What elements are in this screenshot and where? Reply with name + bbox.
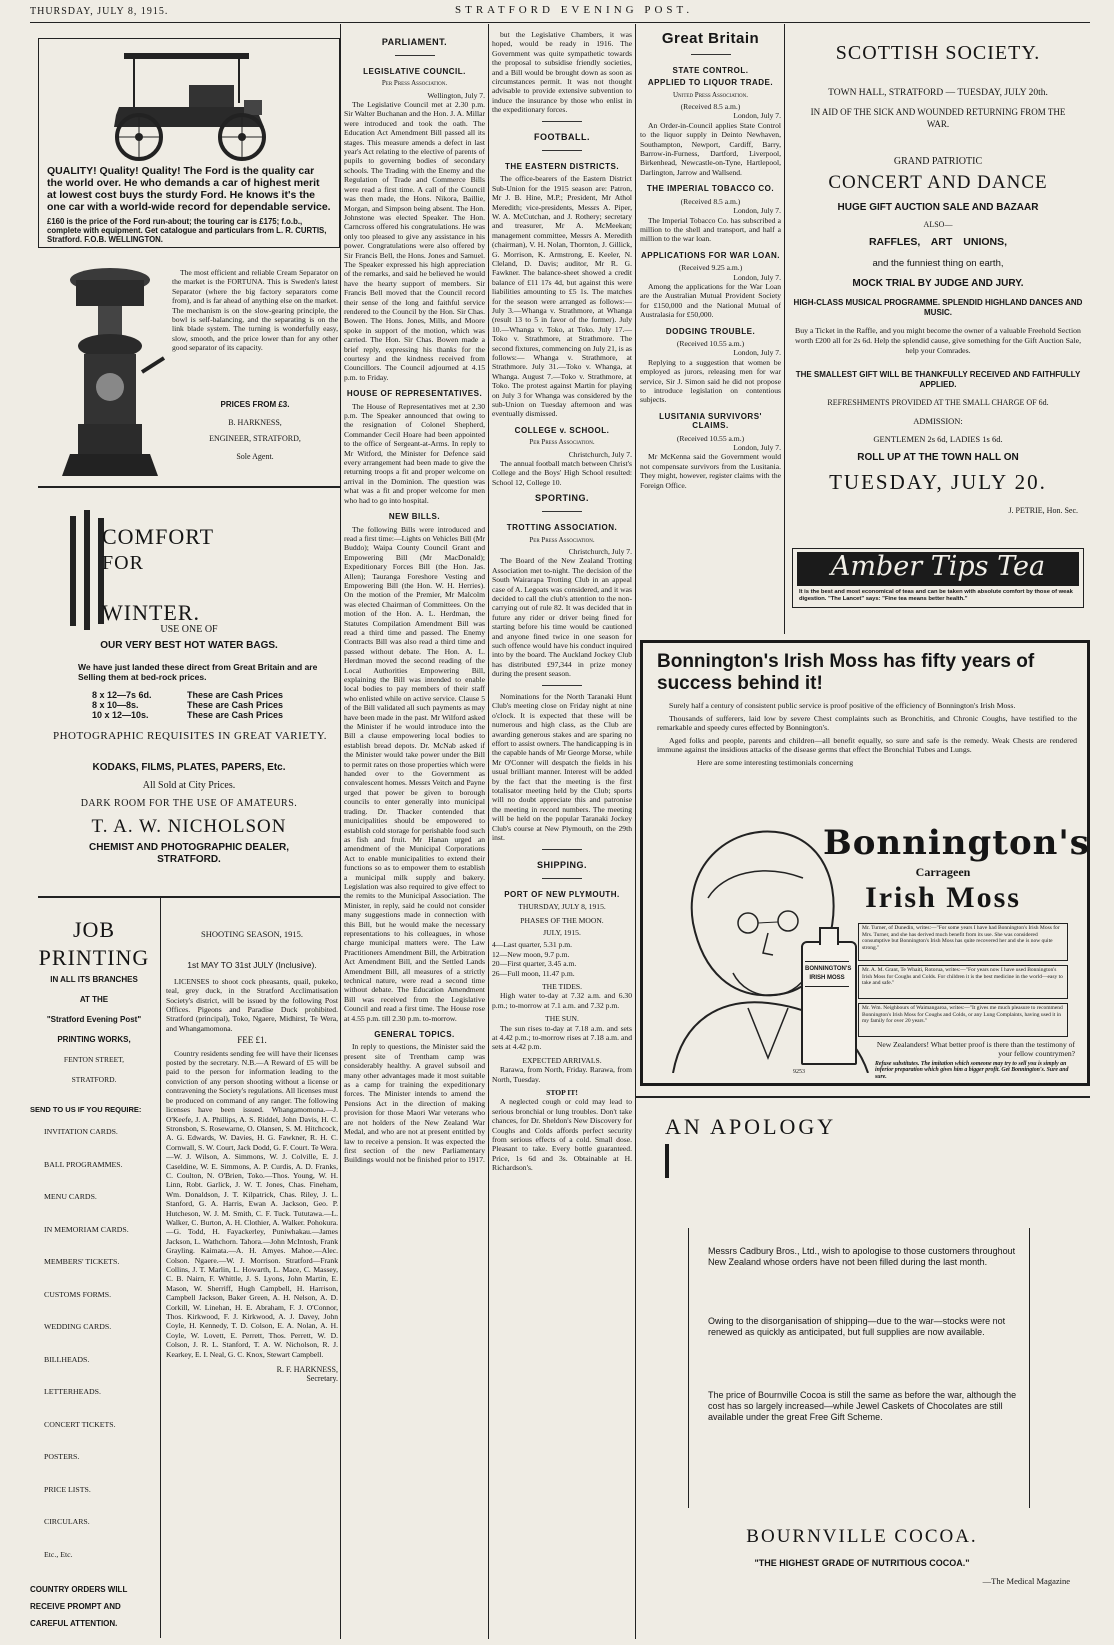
moon-phase: 26—Full moon, 11.47 p.m. xyxy=(492,968,575,978)
irish-moss: Irish Moss xyxy=(865,881,1021,914)
job-item: POSTERS. xyxy=(44,1452,80,1461)
ford-advert xyxy=(38,38,340,248)
job-item: PRICE LISTS. xyxy=(44,1484,91,1494)
dateline: Christchurch, July 7. xyxy=(568,546,632,556)
house-body: The House of Representatives met at 2.30 p.m. The Speaker announced that owing to the resignation of Colonel Shepherd, Commander Cecil Hoare had been appointed to the office of Sergeant-at-Arms. In reply to Mr Witford, the Minister for Defence said every arrangement had been made to give the returning troops a fit and proper welcome on arrival in the Dominion. The question was what was a fit and proper welcome for men who had to go into hospital. xyxy=(344,401,485,505)
paper-name: "Stratford Evening Post" xyxy=(46,1015,142,1024)
bonnington-para: Surely half a century of consistent public service is proof positive of the efficiency of Bonnington's Irish Moss. xyxy=(669,701,1016,710)
job-item: INVITATION CARDS. xyxy=(44,1127,118,1136)
gift-auction: HUGE GIFT AUCTION SALE AND BAZAAR xyxy=(837,202,1039,213)
general-topics-body: In reply to questions, the Minister said the present site of Trentham camp was considerably healthy. A gravel subsoil and many other advantages made it most suitable as a camp for training the expeditionary forces. The Minister intends to amend the Pensions Act in the direction of making provision for those Maori War veterans who are not holders of the New Zealand War Medal, and who are not at present entitled by law to receive a pension. It was expected the first section of the new Parliamentary Buildings would not be finished prior to 1917. xyxy=(344,1042,485,1165)
job-item: BILLHEADS. xyxy=(44,1354,90,1364)
imperial-tobacco-heading: THE IMPERIAL TOBACCO CO. xyxy=(646,184,775,194)
new-bills-body: The following Bills were introduced and read a first time:—Lights on Vehicles Bill (Mr Buddo); Waipa County Council Grant and Empowering Bill (Mr MacDonald); Expeditionary Forces Bill (the Hon. Jas. Allen); Tauranga Foreshore Vesting and Empowering Bill (the Hon. W. H. Herries). On the motion of the Premier, Mr Malcolm was elected Chairman of Committees. On the motion of the Hon. A. L. Herdman, the Statutes Compilation Amendment Bill was read a third time and passed. The Enemy Contracts Bill was also read a third time and passed without debate. The Hon. A. L. Herdman moved the second reading of the Local Authorities Empowering Bill, explaining the Bill was intended to enable local bodies to pay members of their staff who enlisted while on active service. Clause 5 of the Bill validated all such payments as may have been made in the past. Mr Wilford asked the Minister if he would introduce into the Bill a clause empowering local bodies to establish bread depots. Dr. McNab asked if the Minister would take power under the Bill to permit rates on those properties which were handed over to the Government as convalescent homes. Messrs Veitch and Payne urged that power be given to borough councils to enter generally into municipal trading. Dr. Thacker contended that municipalities should be empowered to establish cold storage for perishable food such as fish and fruit. Mr Hanan urged an amendment of the Municipal Corporations Act to enable municipalities to extend their functions so as to empower them to establish a municipal milk supply and bakery. Legislation was also required to give effect to the remits to the Municipal Association. The Minister, in reply, said he could not consider many suggestions made in connection with this Bill, but he would make the necessary representations to his colleagues, in whose charge municipal matters were. The Law Practitioners Amendment Bill, the Arbitration Act Amendment Bill, and the Settled Lands Amendment Bill, all measures of a strictly technical nature, were read a second time without debate. The Education Amendment Bill was received from the Legislative Council and read a first time. The House rose at 4.55 p.m. till 2.30 p.m. to-morrow. xyxy=(344,524,485,1023)
fortuna-agent-name: B. HARKNESS, xyxy=(228,418,282,427)
concert-and-dance: CONCERT AND DANCE xyxy=(828,172,1048,193)
fortuna-body: The most efficient and reliable Cream Separator on the market is the FORTUNA. This is Sweden's latest Separator (where the big factory separators come from), and is far ahead of anything else on the market. The mechanism is on the slow-gearing principle, the bowl is self-balancing, and the separating is on the link blade system. The turning is wonderfully easy, slow, smooth, and the price lower than for any other good separator of its capacity. xyxy=(172,268,338,353)
amber-tagline: It is the best and most economical of teas and can be taken with absolute comfort by those of weak digestion. "The Lancet" says: "Fine tea means better health." xyxy=(799,589,1073,602)
nicholson-chemist: CHEMIST AND PHOTOGRAPHIC DEALER, xyxy=(88,842,289,853)
dateline: London, July 7. xyxy=(733,348,781,358)
sun-heading: THE SUN. xyxy=(545,1014,579,1024)
fortuna-description xyxy=(172,268,338,398)
bonnington-headline: Bonnington's Irish Moss has fifty years of success behind it! xyxy=(657,651,1035,694)
job-items-list xyxy=(44,1127,158,1582)
price-row: 10 x 12—10s. These are Cash Prices xyxy=(92,710,284,720)
moon-month: JULY, 1915. xyxy=(543,927,581,937)
lusitania-heading: LUSITANIA SURVIVORS' CLAIMS. xyxy=(659,411,762,431)
printing-title: PRINTING xyxy=(38,945,150,970)
comfort-heading: COMFORT xyxy=(102,524,215,549)
all-branches: IN ALL ITS BRANCHES xyxy=(50,975,138,984)
section-rule xyxy=(636,1096,1090,1098)
send-to-us: SEND TO US IF YOU REQUIRE: xyxy=(30,1105,142,1114)
column-divider xyxy=(160,898,161,1638)
ford-car-illustration xyxy=(94,45,284,165)
war-loan-heading: APPLICATIONS FOR WAR LOAN. xyxy=(640,250,781,260)
bottle-label: BONNINGTON'S IRISH MOSS xyxy=(805,961,849,987)
general-topics-heading: GENERAL TOPICS. xyxy=(374,1030,455,1040)
sports-column xyxy=(492,30,632,1638)
port-heading: PORT OF NEW PLYMOUTH. xyxy=(504,889,620,899)
dateline: London, July 7. xyxy=(733,443,781,453)
testimonial-text: Mr. Wm. Neighbours of Waimangaroa, writes:—"It gives me much pleasure to recommend Bonnington's Irish Moss for Coughs and Colds, or any Lung Complaints, having used it in my family for over 20 years." xyxy=(862,1005,1063,1024)
testimonial-box xyxy=(858,923,1068,961)
shooting-dates: 1st MAY TO 31st JULY (Inclusive). xyxy=(187,960,317,971)
programme-line: HIGH-CLASS MUSICAL PROGRAMME. SPLENDID HIGHLAND DANCES AND MUSIC. xyxy=(793,298,1083,317)
fortuna-sole-agent: Sole Agent. xyxy=(236,452,274,461)
received-time: (Received 8.5 a.m.) xyxy=(680,102,741,112)
parliament-column xyxy=(344,30,485,1638)
paper-title: STRATFORD EVENING POST. xyxy=(455,4,694,16)
arrivals-body: Rarawa, from North, Friday. Rarawa, from North, Tuesday. xyxy=(492,1065,632,1084)
ford-slogan: QUALITY! Quality! Quality! The Ford is the quality car the world over. He who demands a car of highest merit at lowest cost buys the sturdy Ford. He knows it's the one car with a world-wide record for dependable service. xyxy=(47,165,331,213)
port-date: THURSDAY, JULY 8, 1915. xyxy=(518,902,606,912)
grand-patriotic: GRAND PATRIOTIC xyxy=(893,156,983,167)
trotting-body: The Board of the New Zealand Trotting Association met to-night. The decision of the South Wairarapa Trotting Club in an appeal case of A. Legoats was considered, and it was decided to call the club's attention to the non-carrying out of rule 82. It was decided that in future any rider or driver being fined for starting before his time would be cautioned and anyone fined twice in one season for such offence would have his conduct inquired into by the board. The Auckland Jockey Club has distributed £97,344 in prize money during the present season. xyxy=(492,556,632,679)
price-row: 8 x 10—8s. These are Cash Prices xyxy=(92,700,284,710)
bonnington-para: Here are some interesting testimonials concerning xyxy=(697,757,854,767)
received-time: (Received 8.5 a.m.) xyxy=(680,196,741,206)
column-divider xyxy=(488,24,489,1639)
smallest-gift: THE SMALLEST GIFT WILL BE THANKFULLY RECEIVED AND FAITHFULLY APPLIED. xyxy=(795,370,1081,389)
testimonial-text: Mr. A. M. Grant, Te Whaiti, Rotorua, writes:—"For years now I have used Bonnington's Irish Moss for Coughs and Colds. For children it is the best medicine in the world—easy to take and safe." xyxy=(862,967,1063,986)
section-rule xyxy=(38,486,340,488)
price-list xyxy=(92,690,312,720)
job-item: Etc., Etc. xyxy=(44,1549,73,1559)
trotting-heading: TROTTING ASSOCIATION. xyxy=(506,523,618,533)
ad-number: 9253 xyxy=(793,1069,805,1075)
scottish-title: SCOTTISH SOCIETY. xyxy=(835,42,1041,64)
job-item: CIRCULARS. xyxy=(44,1517,90,1526)
moon-heading: PHASES OF THE MOON. xyxy=(520,915,604,925)
town: STRATFORD. xyxy=(71,1075,117,1084)
new-zealanders: New Zealanders! What better proof is there than the testimony of your fellow countrymen? xyxy=(876,1040,1075,1058)
moon-phase: 20—First quarter, 3.45 a.m. xyxy=(492,959,577,969)
great-britain-column xyxy=(640,30,781,630)
apology-para-3: The price of Bournville Cocoa is still the same as before the war, although the cost has so largely increased—while Jewel Caskets of Chocolates are still available under the great Free Gift Scheme. xyxy=(708,1390,1017,1422)
job-item: CUSTOMS FORMS. xyxy=(44,1289,112,1299)
job-item: MENU CARDS. xyxy=(44,1192,97,1201)
title-bar xyxy=(665,1144,669,1178)
moon-phases-list xyxy=(492,940,632,978)
shooting-body-1: LICENSES to shoot cock pheasants, quail, pukeko, teal, grey duck, in the Stratford Acclimatisation Society's district, will be issued by the following Post Offices. Pigeons and Paradise Duck prohibited. Stratford (principal), Toko, Ngaere, Midhirst, Te Wera, and Whangamomona. xyxy=(166,976,338,1033)
photographic-requisites: PHOTOGRAPHIC REQUISITES IN GREAT VARIETY. xyxy=(52,730,328,742)
shipping-heading: SHIPPING. xyxy=(536,859,587,870)
town-hall-line: TOWN HALL, STRATFORD — TUESDAY, JULY 20th. xyxy=(828,88,1048,98)
job-item: IN MEMORIAM CARDS. xyxy=(44,1224,129,1234)
bottle-neck xyxy=(819,927,839,945)
new-bills-heading: NEW BILLS. xyxy=(388,512,441,522)
job-item: LETTERHEADS. xyxy=(44,1387,101,1396)
country-orders: COUNTRY ORDERS WILL RECEIVE PROMPT AND CAREFUL ATTENTION. xyxy=(30,1585,128,1628)
shooting-signature: R. F. HARKNESS, xyxy=(276,1365,338,1375)
winter-heading: WINTER. xyxy=(102,600,201,625)
bournville-cocoa: BOURNVILLE COCOA. xyxy=(746,1526,978,1547)
nicholson-advert xyxy=(40,492,338,892)
dark-room: DARK ROOM FOR THE USE OF AMATEURS. xyxy=(80,798,298,809)
apology-body-frame xyxy=(688,1228,1030,1508)
secretary-signature: J. PETRIE, Hon. Sec. xyxy=(1008,506,1078,515)
raffles-line: RAFFLES, ART UNIONS, xyxy=(868,236,1008,248)
lc-body: The Legislative Council met at 2.30 p.m. Sir Walter Buchanan and the Hon. J. A. Millar were introduced and took the oath. The Education Act Amendment Bill passed all its stages. This measure amends a defect in last year's Act relating to the elective of parents of pupils to governing bodies of secondary schools. The Trading with the Enemy and the Regulation of Trade and Commerce Bills were read a first time. A call of the Council was then made, the Hons. Nikora, Baillie, Morgan, and Simpson being absent. The Hon. Johnstone was elected Speaker. The Hon. Carncross offered his congratulations. He was only too pleased to give any assistance in his power. Congratulations were also offered by Sir Francis Bell, the Hons. Jones and Samuel. The Speaker expressed his high appreciation of the remarks, and said he believed he would have the hearty support of members. Sir Francis Bell moved that the Council record their sense of the long and faithful service rendered to the Council by the Hon. Sir Chas. Bowen. The Hons. Jones, Mills, and Moore spoke in support of the motion, which was carried. The Hon. Sir Chas. Bowen made a brief reply, expressing his thanks for the courtesy and the kindness received from Councillors. The Council adjourned at 4.15 p.m. to Friday. xyxy=(344,100,485,382)
dodging-trouble-heading: DODGING TROUBLE. xyxy=(665,326,756,336)
scottish-society-advert xyxy=(788,30,1088,540)
bonnington-para: Aged folks and people, parents and children—all benefit equally, so sure and safe is the remedy. Weak Chests are rendered immune against the insidious attacks of the disease germs that effect the Bronchial Tubes and Lungs. xyxy=(657,735,1077,754)
kodaks-line: KODAKS, FILMS, PLATES, PAPERS, Etc. xyxy=(92,762,286,773)
funniest-line: and the funniest thing on earth, xyxy=(872,258,1004,269)
amber-tips-logo: Amber Tips Tea xyxy=(830,551,1046,582)
byline: Per Press Association. xyxy=(529,438,595,447)
received-time: (Received 10.55 a.m.) xyxy=(676,338,745,348)
parliament-heading: PARLIAMENT. xyxy=(381,37,448,47)
price-row: 8 x 12—7s 6d. These are Cash Prices xyxy=(92,690,284,700)
dateline: London, July 7. xyxy=(733,206,781,216)
college-school-heading: COLLEGE v. SCHOOL. xyxy=(514,425,610,435)
refuse-substitutes: Refuse substitutes. The imitation which someone may try to sell you is simply an inferior preparation which gives him a bigger profit. Get Bonnington's. Sure and sure. xyxy=(875,1061,1069,1080)
landed-notice: We have just landed these direct from Great Britain and are Selling them at bed-rock prices. xyxy=(78,662,318,682)
arrivals-heading: EXPECTED ARRIVALS. xyxy=(522,1055,602,1065)
bournville-slogan: "THE HIGHEST GRADE OF NUTRITIOUS COCOA." xyxy=(754,1558,970,1568)
testimonial-text: Mr. Turner, of Dunedin, writes:—"For some years I have had Bonnington's Irish Moss for Mrs. Turner, and she has derived much benefit from its use. She was considered consumptive but Bonnington's Irish Moss has quite recovered her and she is now quite strong." xyxy=(862,925,1060,951)
raffle-ticket-line: Buy a Ticket in the Raffle, and you might become the owner of a valuable Freehold Section worth £200 all for 2s 6d. Help the splendid cause, give something for the Gift Auction Sale, help your Comrades. xyxy=(794,326,1082,355)
cream-separator-illustration xyxy=(48,262,168,482)
dateline: Wellington, July 7. xyxy=(427,90,485,100)
dateline: Christchurch, July 7. xyxy=(568,449,632,459)
apology-para-2: Owing to the disorganisation of shipping—due to the war—stocks were not renewed as quickly as anticipated, but full supplies are now available. xyxy=(708,1316,1006,1337)
admission-label: ADMISSION: xyxy=(913,416,963,426)
carrageen: Carrageen xyxy=(915,865,971,879)
great-britain-heading: Great Britain xyxy=(661,30,760,47)
roll-up: ROLL UP AT THE TOWN HALL ON xyxy=(857,452,1019,463)
stop-it-heading: STOP IT! xyxy=(546,1088,578,1098)
received-time: (Received 10.55 a.m.) xyxy=(676,433,745,443)
moon-phase: 4—Last quarter, 5.31 p.m. xyxy=(492,940,573,950)
apology-title: AN APOLOGY xyxy=(665,1114,837,1139)
job-title: JOB xyxy=(72,917,116,942)
dateline: London, July 7. xyxy=(733,272,781,282)
received-time: (Received 9.25 a.m.) xyxy=(678,263,743,273)
bonnington-intro xyxy=(657,701,1077,767)
imperial-tobacco-body: The Imperial Tobacco Co. has subscribed a million to the shell and transport, and half a million to the war loan. xyxy=(640,215,781,244)
city-prices: All Sold at City Prices. xyxy=(142,780,236,791)
byline: United Press Association. xyxy=(673,90,748,99)
dateline: London, July 7. xyxy=(733,111,781,121)
byline: Per Press Association. xyxy=(529,535,595,544)
eastern-districts-body: The office-bearers of the Eastern District Sub-Union for the 1915 season are: Patron, Mr J. B. Hine, M.P.; President, Mr Athol Meredith; vice-presidents, Messrs A. Piper, W. A. McCutchan, and J. Rothery; secretary and treasurer, Mr A. McMeekan; management committee, Messrs A. Meredith (chairman), V. H. Nolan, Thornton, J. Gillick, G. Morrison, K. Armstrong, E. Keeler, N. Cleland, D. Davis; auditor, Mr R. G. Fawkner. The balance-sheet showed a credit balance of £11 17s 4d, but against this were liabilities amounting to £5 1s. The matches for the season were arranged as follows:— July 3.—Whanga v. Strathmore, at Whanga (result 13 to 5 in favor of the former). July 10.—Whanga v. Toko, at Toko. July 17.—Toko v. Strathmore, at Strathmore. The second fixtures, commencing on July 21, is as follows:— Whanga v. Strathmore, at Strathmore. July 31.—Toko v. Whanga, at Whanga. August 7.—Toko v. Strathmore, at Toko. The protest against Martin for playing on July 3 for Whanga was considered by the sub-Union on Tuesday afternoon and was eventually dismissed. xyxy=(492,174,632,419)
section-rule xyxy=(38,896,340,898)
cadbury-apology-advert xyxy=(640,1100,1084,1640)
shooting-title: SHOOTING SEASON, 1915. xyxy=(200,930,303,939)
fortuna-prices: PRICES FROM £3. xyxy=(220,400,290,409)
continued-text: but the Legislative Chambers, it was hoped, would be ready in 1916. The Government was quite sympathetic towards the proposal to subsidise friendly societies, and a Bill would be brought down as soon as circumstances permit. It was not thought advisable to provide extensive subvention to induce the insurance by those who enlist in the expeditionary forces. xyxy=(492,30,632,115)
lusitania-body: Mr McKenna said the Government would not compensate survivors from the Lusitania. They might, however, register claims with the Foreign Office. xyxy=(640,452,781,490)
eastern-districts-heading: THE EASTERN DISTRICTS. xyxy=(504,161,620,171)
shooting-signature-title: Secretary. xyxy=(306,1374,338,1384)
tides-body: High water to-day at 7.32 a.m. and 6.30 p.m.; to-morrow at 7.1 a.m. and 7.32 p.m. xyxy=(492,991,632,1010)
college-school-body: The annual football match between Christ's College and the Boys' High School resulted: School 12, College 10. xyxy=(492,459,632,487)
byline: Per Press Association. xyxy=(381,79,448,88)
sun-body: The sun rises to-day at 7.18 a.m. and sets at 4.42 p.m.; to-morrow rises at 7.18 a.m. and sets at 4.42 p.m. xyxy=(492,1023,632,1052)
slogan-source: —The Medical Magazine xyxy=(982,1576,1070,1586)
also: ALSO— xyxy=(923,220,953,229)
event-date: TUESDAY, JULY 20. xyxy=(829,470,1047,494)
bonnington-brand: Bonnington's xyxy=(823,823,1090,863)
legislative-council-heading: LEGISLATIVE COUNCIL. xyxy=(363,66,466,76)
state-control-heading: STATE CONTROL. xyxy=(672,65,749,75)
nicholson-name: T. A. W. NICHOLSON xyxy=(91,816,287,837)
use-one-of: USE ONE OF xyxy=(160,624,218,635)
street: FENTON STREET, xyxy=(63,1055,125,1064)
tides-heading: THE TIDES. xyxy=(542,981,582,991)
job-printing-advert xyxy=(30,905,158,1640)
column-divider xyxy=(635,24,636,1639)
bonnington-para: Thousands of sufferers, laid low by severe Chest complaints such as Bronchitis, and Chronic Coughs, have testified to the remarkable and speedy cures effected by Bonnington's. xyxy=(657,713,1077,732)
shooting-season-notice xyxy=(166,930,338,1638)
apology-para-1: Messrs Cadbury Bros., Ltd., wish to apologise to those customers throughout New Zealand whose orders have not been filled during the last month. xyxy=(708,1246,1016,1267)
war-loan-body: Among the applications for the War Loan are the Australian Mutual Provident Society for £150,000 and the National Mutual of Australasia for £50,000. xyxy=(640,281,781,320)
job-item: BALL PROGRAMMES. xyxy=(44,1159,123,1169)
column-divider xyxy=(340,24,341,1639)
column-divider xyxy=(784,24,785,634)
sporting-heading: SPORTING. xyxy=(534,493,589,504)
state-control-body: An Order-in-Council applies State Control to the liquor supply in Deinto Newhaven, Southampton, Newport, Cardiff, Barry, Barrow-in-Furness, Dartford, Liverpool, Birkenhead, Newcastle-on-Tyne, Hartlepool, Darlington, Jarrow and Wallsend. xyxy=(640,120,781,177)
amber-tips-advert xyxy=(792,548,1084,608)
masthead xyxy=(0,0,1114,24)
issue-date: THURSDAY, JULY 8, 1915. xyxy=(30,6,169,17)
medicine-bottle xyxy=(801,941,857,1065)
mock-trial: MOCK TRIAL BY JUDGE AND JURY. xyxy=(852,278,1024,289)
nicholson-town: STRATFORD. xyxy=(157,854,221,865)
testimonial-box xyxy=(858,965,1068,999)
fortuna-agent-title: ENGINEER, STRATFORD, xyxy=(209,434,301,443)
printing-works: PRINTING WORKS, xyxy=(57,1035,131,1044)
football-heading: FOOTBALL. xyxy=(534,132,590,143)
ford-price: £160 is the price of the Ford run-about; the touring car is £175; f.o.b., complete with equipment. Get catalogue and particulars from L. R. CURTIS, Stratford. F.O.B. WELLINGTON. xyxy=(47,217,327,244)
header-rule xyxy=(30,22,1090,23)
moon-phase: 12—New moon, 9.7 p.m. xyxy=(492,949,570,959)
hot-water-bags: OUR VERY BEST HOT WATER BAGS. xyxy=(100,640,278,651)
shooting-fee: FEE £1. xyxy=(237,1035,267,1046)
liquor-trade-subheading: APPLIED TO LIQUOR TRADE. xyxy=(647,78,774,88)
aid-line: IN AID OF THE SICK AND WOUNDED RETURNING FROM THE WAR. xyxy=(810,107,1066,129)
stop-it-body: A neglected cough or cold may lead to serious bronchial or lung troubles. Don't take chances, for Dr. Sheldon's New Discovery for Coughs and Colds affords perfect security from serious effects of a cold. Small dose. Pleasant to take. Every bottle guaranteed. Price, 1s 6d and 3s. Obtainable at H. Richardson's. xyxy=(492,1097,632,1173)
job-item: WEDDING CARDS. xyxy=(44,1322,112,1331)
admission-prices: GENTLEMEN 2s 6d, LADIES 1s 6d. xyxy=(873,434,1003,444)
shooting-body-2: Country residents sending fee will have their licenses posted by the secretary. N.B.—A Reward of £5 will be paid to the person for information leading to the conviction of any person shooting without a license or contravening the Society's regulations. All licenses must be produced on command of any ranger. The following licenses have been issued. Whangamomona.—J. O'Keefe, J. A. Phillips, A. S. Riddel, John Davis, H. C. Stronsbon, S. Rosewarne, O. Olansen, S. M. Hitchcock, A. G. Edwards, W. Davies, H. G. Fawkner, R. H. C. Cornwall, S. W. Court, Jack Dodd, G. F. Court. Te Wera.—W. J. Wilson, A. Simmons, W. J. Colville, E. J. Caseldine, W. E. Simmons, A. P. Curdis, A. D. Franks, C. Coulton, N. O'Brien, Toko.—Thos. Young, W. H. Linn, Robt. Garlick, J. W. T. Jones, Chas. Fineham, Wm. Donaldson, J. T. Kilpatrick, Chas. Riley, J. L. Stanford, G. A. Harris, Ewan A. Jackson, Geo. P. Hutcheson, W. J. M. Smith, C. F. Tuck. Tututawa.—L. Walker, C. Burton, A. H. Clothier, A. Walker. Pohokura.—G. Todd, H. Fayackerley, Puniwhakau.—James Jackson, L. Wathchorn. Tahora.—John McIntosh, Frank Grayling. Kaimata.—A. H. Amyes. Mahoe.—Alec. Colson. Ngaere.—W. J. Morrison. Stratford—Frank Collins, J. T. Marlin, L. Howarth, L. Mace, C. Massey, C. B. Nairn, F. Whittle, J. S. Lyons, John Martin, E. Mason, W. Sherriff, Hugh Campbell, H. Harrison, Campbell Jackson, Baker Green, A. H. Nelson, A. D. Corkill, W. Linehan, H. E. Abraham, F. J. O'Connor, Thos. Kirkwood, F. J. Kirkwood, A. J. Davey, John Coyle, H. Kennedy, T. D. Colson, E. A. Nolan, A. H. Coyle, W. Lovett, E. Perrett, Thos. Perrett, W. D. Colson, J. R. L. Stanford, T. A. W. Nicholson, R. J. Kearkey, E. I. Neal, G. C. Knox, Stewart Campbell. xyxy=(166,1048,338,1359)
job-item: MEMBERS' TICKETS. xyxy=(44,1257,120,1266)
dodging-trouble-body: Replying to a suggestion that women be employed as jurors, releasing men for war service, Sir J. Simon said he did not propose to introduce legislation on contentious subjects. xyxy=(640,357,781,405)
house-heading: HOUSE OF REPRESENTATIVES. xyxy=(346,389,483,399)
for-heading: FOR xyxy=(102,552,144,574)
testimonial-box xyxy=(858,1003,1068,1037)
refreshments: REFRESHMENTS PROVIDED AT THE SMALL CHARGE OF 6d. xyxy=(827,398,1049,407)
bonnington-advert xyxy=(640,640,1090,1086)
hunt-club-body: Nominations for the North Taranaki Hunt Club's meeting close on Friday night at nine o'clock. It is expected that these will be numerous and high class, as the Club are awarding generous stakes and are sparing no effort to assist owners. The handicapping is in the capable hands of Mr George Morse, while Mr O'Conner will despatch the fields in his usual brilliant manner. Interest will be added by the fact that the meeting is the first totalisator meeting held by the Club; sports will no doubt appreciate this and patronise the meeting in record numbers. The meeting will be held on the popular Taranaki Jockey Club's course at New Plymouth, on the 29th inst. xyxy=(492,692,632,843)
at-the: AT THE xyxy=(79,995,109,1004)
job-item: CONCERT TICKETS. xyxy=(44,1419,116,1429)
